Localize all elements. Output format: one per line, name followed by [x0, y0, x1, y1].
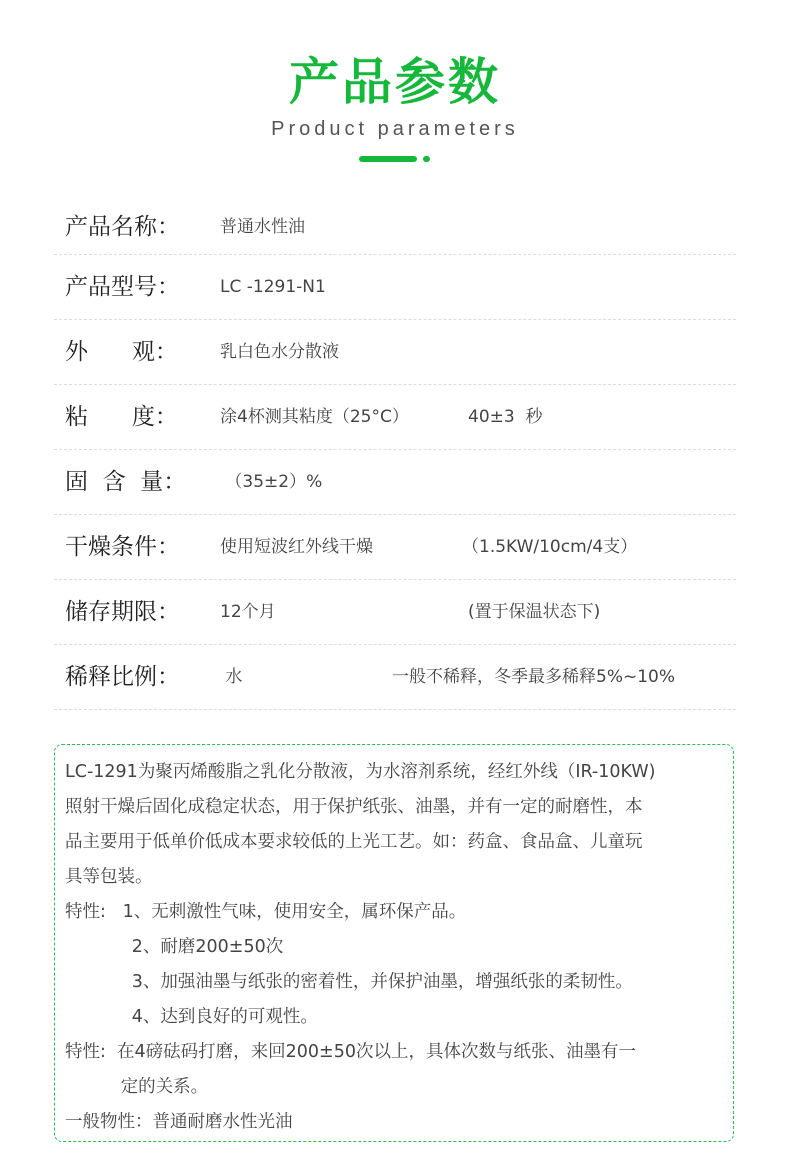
param-extra: （1.5KW/10cm/4支） — [462, 537, 638, 557]
param-row-model — [54, 255, 736, 320]
param-row-name — [54, 197, 736, 255]
param-value: 12个月 — [220, 602, 276, 622]
param-value: 乳白色水分散液 — [220, 342, 339, 362]
param-row-appearance — [54, 320, 736, 385]
param-extra: 一般不稀释，冬季最多稀释5%~10% — [392, 667, 675, 687]
param-label: 稀释比例： — [65, 664, 180, 690]
param-label: 外 观： — [65, 339, 178, 365]
param-extra: (置于保温状态下) — [468, 602, 601, 622]
param-value: 普通水性油 — [220, 217, 305, 237]
description-line: 2、耐磨200±50次 — [65, 937, 284, 957]
description-line: 一般物性：普通耐磨水性光油 — [65, 1112, 293, 1132]
param-row-drying — [54, 515, 736, 580]
description-box — [54, 744, 734, 1142]
param-value: 涂4杯测其粘度（25°C） — [220, 407, 409, 427]
parameter-table — [54, 197, 736, 710]
param-extra: 40±3 秒 — [468, 407, 543, 427]
description-line: LC-1291为聚丙烯酸脂之乳化分散液，为水溶剂系统，经红外线（IR-10KW) — [65, 762, 656, 782]
decoration-bar — [359, 156, 417, 162]
param-row-dilution — [54, 645, 736, 710]
page-subtitle: Product parameters — [271, 118, 519, 140]
param-label: 干燥条件： — [65, 534, 180, 560]
description-line: 品主要用于低单价低成本要求较低的上光工艺。如：药盒、食品盒、儿童玩 — [65, 832, 643, 852]
description-line: 3、加强油墨与纸张的密着性，并保护油墨，增强纸张的柔韧性。 — [65, 972, 633, 992]
description-line: 定的关系。 — [65, 1077, 209, 1097]
param-value: LC -1291-N1 — [220, 277, 326, 297]
decoration-dot — [423, 156, 430, 162]
param-label: 产品名称： — [65, 214, 180, 240]
description-line: 照射干燥后固化成稳定状态，用于保护纸张、油墨，并有一定的耐磨性，本 — [65, 797, 643, 817]
param-label: 粘 度： — [65, 404, 178, 430]
param-label: 产品型号： — [65, 274, 180, 300]
param-label: 储存期限： — [65, 599, 180, 625]
param-label: 固 含 量： — [65, 469, 187, 495]
description-line: 特性: 在4磅砝码打磨，来回200±50次以上，具体次数与纸张、油墨有一 — [65, 1042, 636, 1062]
page-title: 产品参数 — [289, 53, 501, 111]
param-row-viscosity — [54, 385, 736, 450]
param-value: 水 — [220, 667, 243, 687]
param-value: 使用短波红外线干燥 — [220, 537, 373, 557]
param-value: （35±2）% — [220, 472, 323, 492]
param-row-solids — [54, 450, 736, 515]
description-line: 具等包装。 — [65, 867, 153, 887]
param-row-storage — [54, 580, 736, 645]
description-line: 特性: 1、无刺激性气味，使用安全，属环保产品。 — [65, 902, 467, 922]
description-line: 4、达到良好的可观性。 — [65, 1007, 318, 1027]
